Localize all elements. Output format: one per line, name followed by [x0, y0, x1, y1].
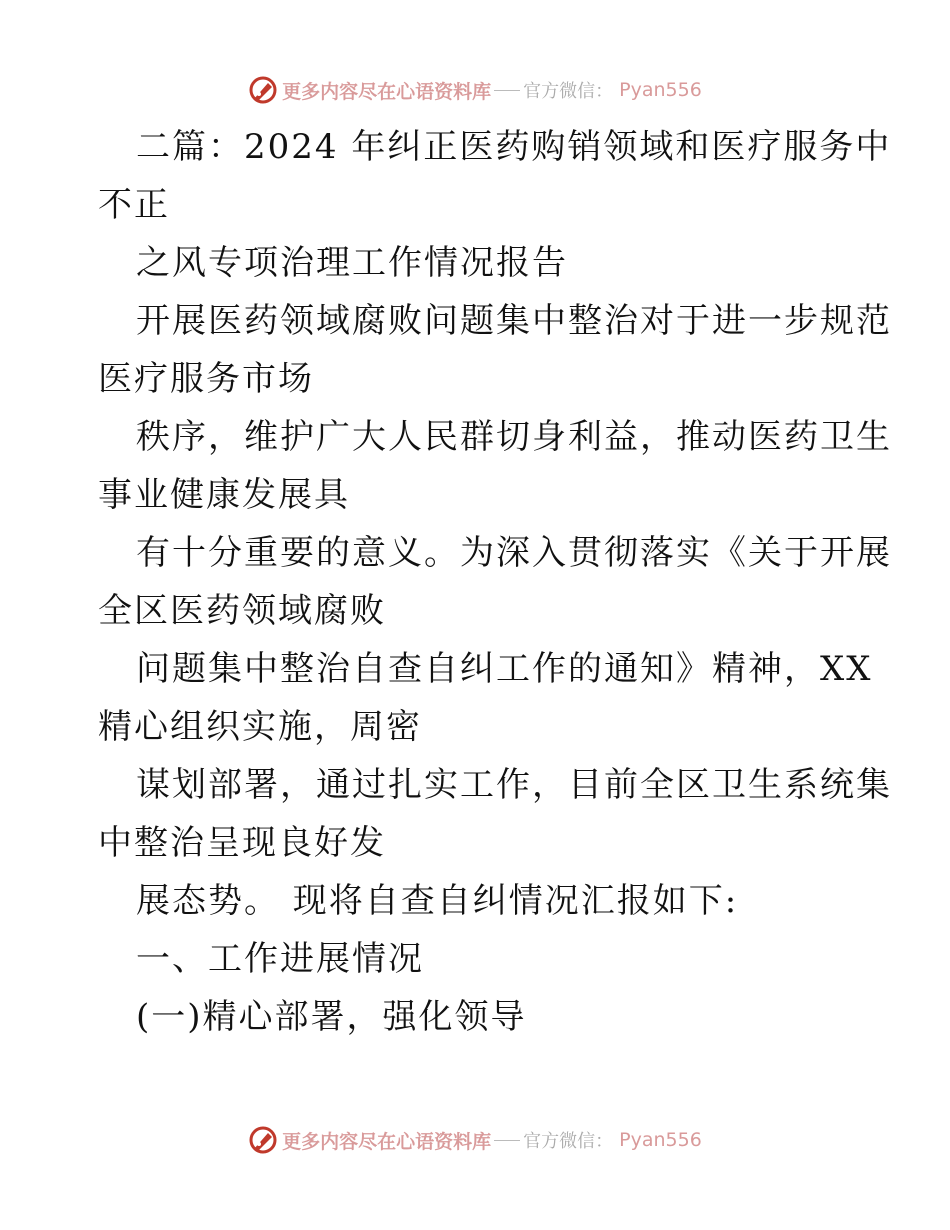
banner-colon: ： [595, 81, 614, 102]
banner-colon: ： [595, 1131, 614, 1152]
doc-paragraph-line: 全区医药领域腐败 [98, 591, 386, 631]
doc-title-line-1: 二篇：2024 年纠正医药购销领域和医疗服务中 [136, 127, 892, 167]
banner-brand-text: 更多内容尽在心语资料库 [282, 1130, 492, 1153]
doc-paragraph-line: 开展医药领域腐败问题集中整治对于进一步规范 [136, 301, 892, 341]
doc-title-line-2: 不正 [98, 185, 170, 225]
doc-paragraph-line: 秩序，维护广大人民群切身利益，推动医药卫生 [136, 417, 892, 457]
doc-paragraph-line: 医疗服务市场 [98, 359, 314, 399]
doc-paragraph-line: 中整治呈现良好发 [98, 823, 386, 863]
header-watermark-banner [0, 70, 950, 110]
pen-logo-icon [248, 1125, 278, 1155]
banner-brand-text: 更多内容尽在心语资料库 [282, 80, 492, 103]
doc-paragraph-line: 谋划部署，通过扎实工作，目前全区卫生系统集 [136, 765, 892, 805]
banner-divider [494, 90, 520, 91]
doc-section-heading: 一、工作进展情况 [136, 939, 424, 979]
document-body [98, 118, 892, 1046]
doc-paragraph-line: 展态势。 现将自查自纠情况汇报如下: [136, 881, 739, 921]
banner-wechat-id: Pyan556 [619, 79, 702, 101]
pen-logo-icon [248, 75, 278, 105]
doc-paragraph-line: 有十分重要的意义。为深入贯彻落实《关于开展 [136, 533, 892, 573]
banner-wechat-id: Pyan556 [619, 1129, 702, 1151]
doc-title-line-3: 之风专项治理工作情况报告 [136, 243, 568, 283]
doc-paragraph-line: 问题集中整治自查自纠工作的通知》精神，XX [136, 649, 873, 689]
doc-subsection-heading: (一)精心部署，强化领导 [136, 997, 527, 1037]
banner-divider [494, 1140, 520, 1141]
doc-paragraph-line: 精心组织实施，周密 [98, 707, 422, 747]
banner-official-label: 官方微信 [523, 81, 596, 102]
footer-watermark-banner [0, 1120, 950, 1160]
banner-official-label: 官方微信 [523, 1131, 596, 1152]
doc-paragraph-line: 事业健康发展具 [98, 475, 350, 515]
